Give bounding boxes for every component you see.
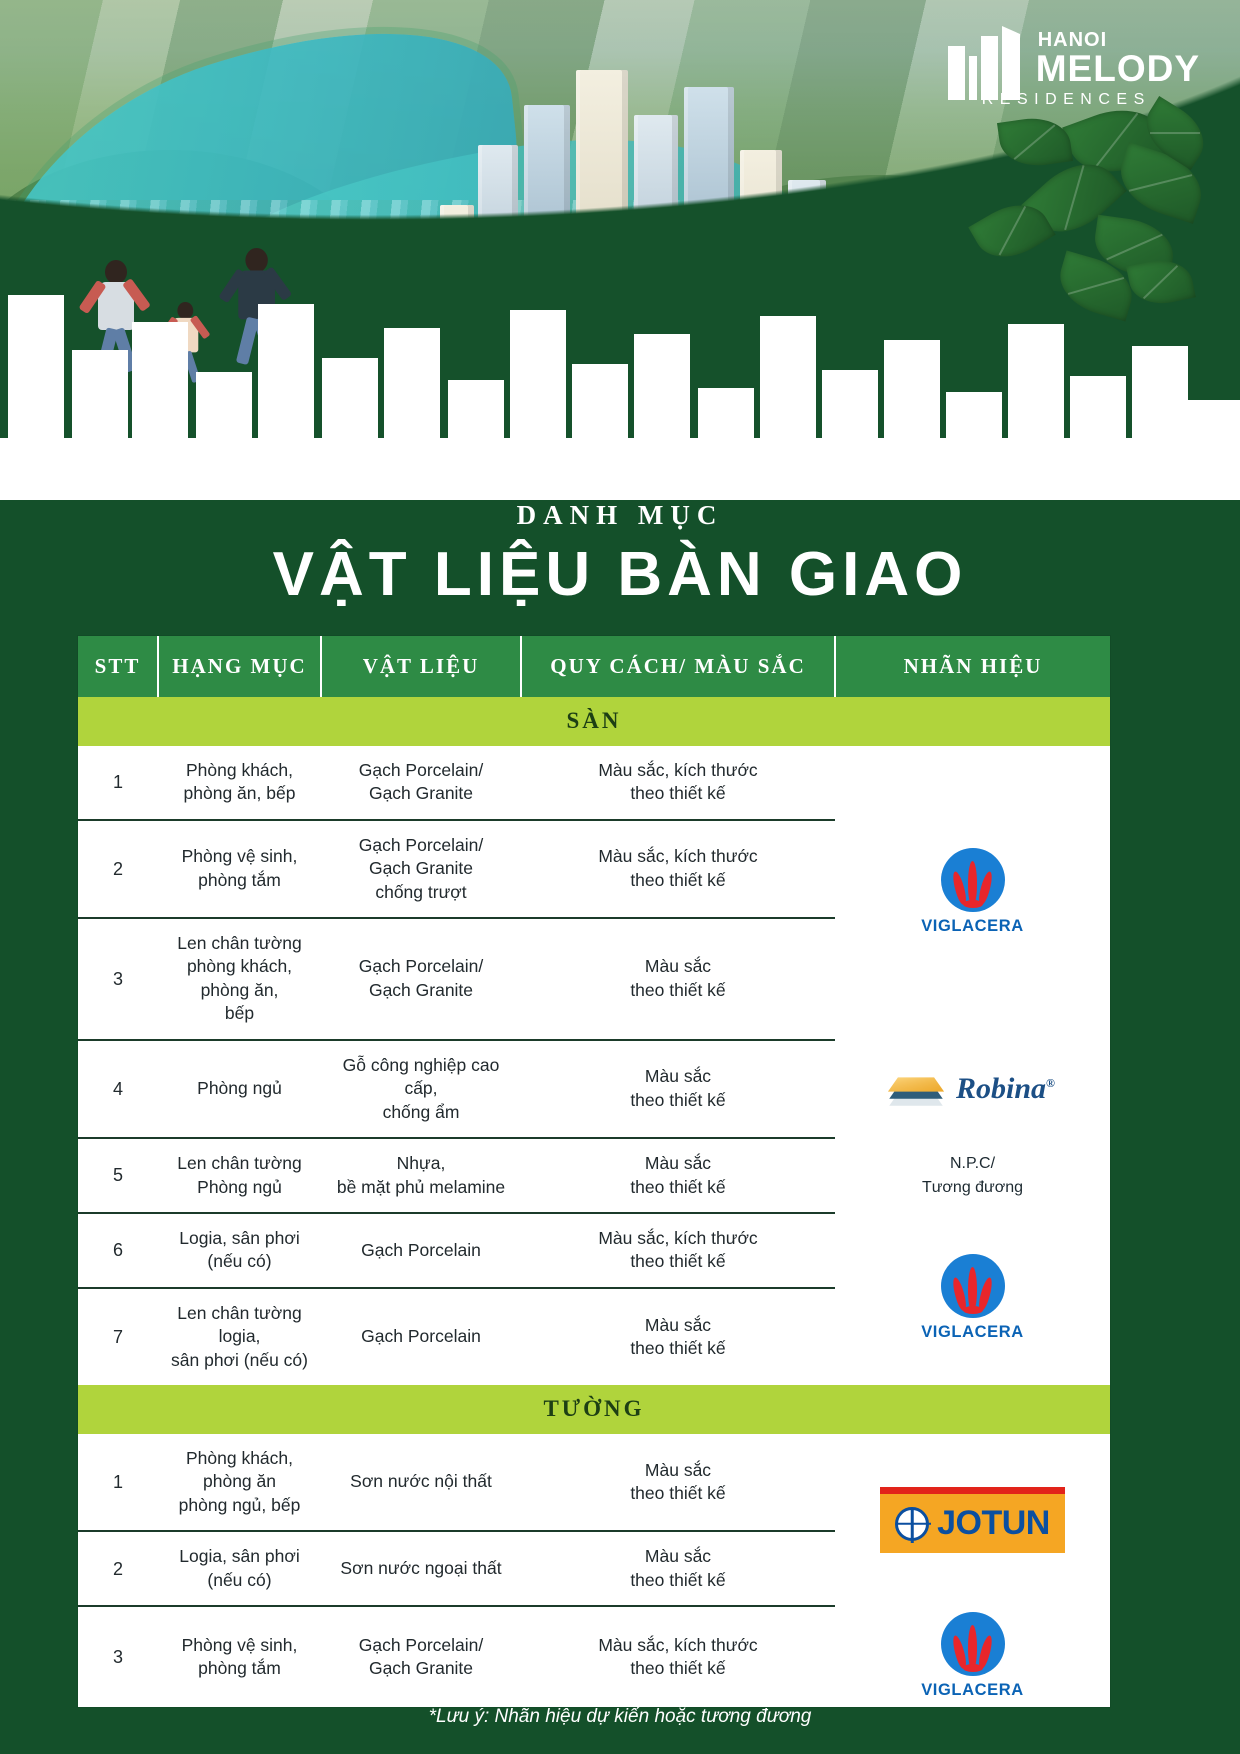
piano-key — [510, 310, 566, 500]
cell-stt: 1 — [78, 746, 158, 820]
cell-stt: 5 — [78, 1138, 158, 1213]
npc-line-1: N.P.C/ — [949, 1155, 996, 1173]
cell-nhan-hieu — [835, 746, 1110, 1040]
jotun-globe-icon — [895, 1507, 929, 1541]
piano-key — [322, 358, 378, 500]
cell-vat-lieu: Sơn nước ngoại thất — [321, 1531, 521, 1606]
piano-key — [8, 295, 64, 500]
piano-key — [760, 316, 816, 500]
cell-stt: 3 — [78, 918, 158, 1040]
section-row — [78, 697, 1110, 746]
cell-nhan-hieu — [835, 1138, 1110, 1213]
hero-banner — [0, 0, 1240, 500]
section-title: SÀN — [78, 697, 1110, 746]
cell-stt: 7 — [112, 1326, 123, 1347]
cell-hang-muc: Len chân tường logia, sân phơi (nếu có) — [171, 1302, 308, 1370]
table-row — [78, 1213, 1110, 1288]
column-header-4: QUY CÁCH/ MÀU SẮC — [521, 636, 835, 697]
section-row — [78, 1385, 1110, 1434]
cell-stt: 3 — [112, 1647, 123, 1668]
robina-layers-icon — [890, 1070, 946, 1108]
table-header-row — [78, 636, 1110, 697]
cell-vat-lieu: Gạch Porcelain/ Gạch Granite chống trượt — [321, 820, 521, 918]
cell-quy-cach: Màu sắc theo thiết kế — [521, 1434, 835, 1531]
cell-vat-lieu: Nhựa, bề mặt phủ melamine — [321, 1138, 521, 1213]
piano-key — [1070, 376, 1126, 500]
cell-vat-lieu: Gạch Porcelain — [361, 1326, 481, 1347]
robina-wordmark: Robina® — [956, 1071, 1055, 1105]
piano-key — [132, 322, 188, 500]
piano-key — [258, 304, 314, 500]
piano-key — [448, 380, 504, 500]
viglacera-wordmark: VIGLACERA — [921, 917, 1024, 936]
piano-key — [384, 328, 440, 500]
viglacera-flame-icon — [941, 1254, 1005, 1318]
cell-quy-cach: Màu sắc, kích thước theo thiết kế — [521, 820, 835, 918]
cell-vat-lieu: Gạch Porcelain — [321, 1213, 521, 1288]
cell-quy-cach: Màu sắc, kích thước theo thiết kế — [521, 746, 835, 820]
cell-vat-lieu: Gỗ công nghiệp cao cấp, chống ẩm — [321, 1040, 521, 1138]
cell-quy-cach: Màu sắc, kích thước theo thiết kế — [521, 1213, 835, 1288]
cell-stt: 2 — [78, 820, 158, 918]
table-row — [78, 746, 1110, 820]
cell-vat-lieu: Sơn nước nội thất — [321, 1434, 521, 1531]
piano-key — [822, 370, 878, 500]
leaf — [997, 113, 1073, 170]
viglacera-logo — [839, 1254, 1106, 1343]
cell-quy-cach: Màu sắc theo thiết kế — [521, 1138, 835, 1213]
cell-vat-lieu: Gạch Porcelain/ Gạch Granite — [321, 918, 521, 1040]
cell-hang-muc: Phòng vệ sinh, phòng tắm — [158, 820, 321, 918]
cell-stt: 6 — [78, 1213, 158, 1288]
piano-key — [1008, 324, 1064, 500]
cell-stt: 2 — [78, 1531, 158, 1606]
cell-vat-lieu: Gạch Porcelain/ Gạch Granite — [358, 1634, 484, 1679]
column-header-1: STT — [78, 636, 158, 697]
robina-logo — [839, 1069, 1106, 1109]
piano-key — [72, 350, 128, 500]
logo-line-melody: MELODY — [1035, 48, 1200, 89]
piano-key — [946, 392, 1002, 500]
cell-hang-muc: Len chân tường Phòng ngủ — [158, 1138, 321, 1213]
jotun-logo — [880, 1487, 1065, 1553]
page-title: VẬT LIỆU BÀN GIAO — [272, 540, 968, 609]
cell-quy-cach: Màu sắc theo thiết kế — [521, 918, 835, 1040]
cell-quy-cach: Màu sắc theo thiết kế — [521, 1531, 835, 1606]
table-head — [78, 636, 1110, 697]
footnote: *Lưu ý: Nhãn hiệu dự kiến hoặc tương đương — [428, 1706, 812, 1727]
piano-key-graphic — [0, 285, 1240, 500]
cell-hang-muc: Phòng ngủ — [158, 1040, 321, 1138]
viglacera-wordmark: VIGLACERA — [921, 1323, 1024, 1342]
cell-stt: 1 — [78, 1434, 158, 1531]
piano-key — [884, 340, 940, 500]
piano-key — [572, 364, 628, 500]
cell-nhan-hieu — [835, 1213, 1110, 1385]
materials-table — [78, 636, 1110, 1707]
piano-key — [1132, 346, 1188, 500]
building-mark-icon — [948, 26, 1030, 100]
cell-hang-muc: Logia, sân phơi (nếu có) — [158, 1531, 321, 1606]
viglacera-flame-icon — [941, 848, 1005, 912]
hanoi-melody-logo — [948, 26, 1200, 109]
cell-quy-cach: Màu sắc theo thiết kế — [630, 1314, 726, 1358]
cell-quy-cach: Màu sắc theo thiết kế — [521, 1040, 835, 1138]
materials-card — [78, 636, 1110, 1707]
logo-line-hanoi: HANOI — [1037, 29, 1108, 51]
cell-nhan-hieu — [835, 1434, 1110, 1606]
viglacera-logo — [839, 1612, 1106, 1701]
cell-stt: 4 — [78, 1040, 158, 1138]
cell-hang-muc: Phòng vệ sinh, phòng tắm — [181, 1634, 298, 1679]
page-title-block — [0, 500, 1240, 610]
table-row — [78, 1606, 1110, 1707]
table-row — [78, 1434, 1110, 1531]
cell-nhan-hieu — [835, 1606, 1110, 1707]
column-header-3: VẬT LIỆU — [321, 636, 521, 697]
npc-line-2: Tương đương — [921, 1178, 1024, 1196]
piano-key — [698, 388, 754, 500]
viglacera-flame-icon — [941, 1612, 1005, 1676]
cell-quy-cach: Màu sắc, kích thước theo thiết kế — [598, 1634, 758, 1679]
jotun-wordmark: JOTUN — [937, 1503, 1050, 1542]
viglacera-wordmark: VIGLACERA — [921, 1681, 1024, 1700]
npc-brand-text — [839, 1152, 1106, 1198]
section-title: TƯỜNG — [78, 1385, 1110, 1434]
cell-hang-muc: Len chân tường phòng khách, phòng ăn, bếp — [158, 918, 321, 1040]
piano-key — [634, 334, 690, 500]
table-row — [78, 1040, 1110, 1138]
cell-nhan-hieu — [835, 1040, 1110, 1138]
cell-hang-muc: Phòng khách, phòng ăn phòng ngủ, bếp — [158, 1434, 321, 1531]
table-row — [78, 1138, 1110, 1213]
piano-key — [1188, 400, 1240, 500]
column-header-5: NHÃN HIỆU — [835, 636, 1110, 697]
cell-hang-muc: Logia, sân phơi (nếu có) — [158, 1213, 321, 1288]
piano-key — [196, 372, 252, 500]
cell-hang-muc: Phòng khách, phòng ăn, bếp — [158, 746, 321, 820]
logo-line-residences: RESIDENCES — [981, 90, 1151, 108]
title-kicker: DANH MỤC — [516, 500, 724, 530]
column-header-2: HẠNG MỤC — [158, 636, 321, 697]
cell-vat-lieu: Gạch Porcelain/ Gạch Granite — [321, 746, 521, 820]
table-body — [78, 697, 1110, 1707]
viglacera-logo — [839, 848, 1106, 937]
